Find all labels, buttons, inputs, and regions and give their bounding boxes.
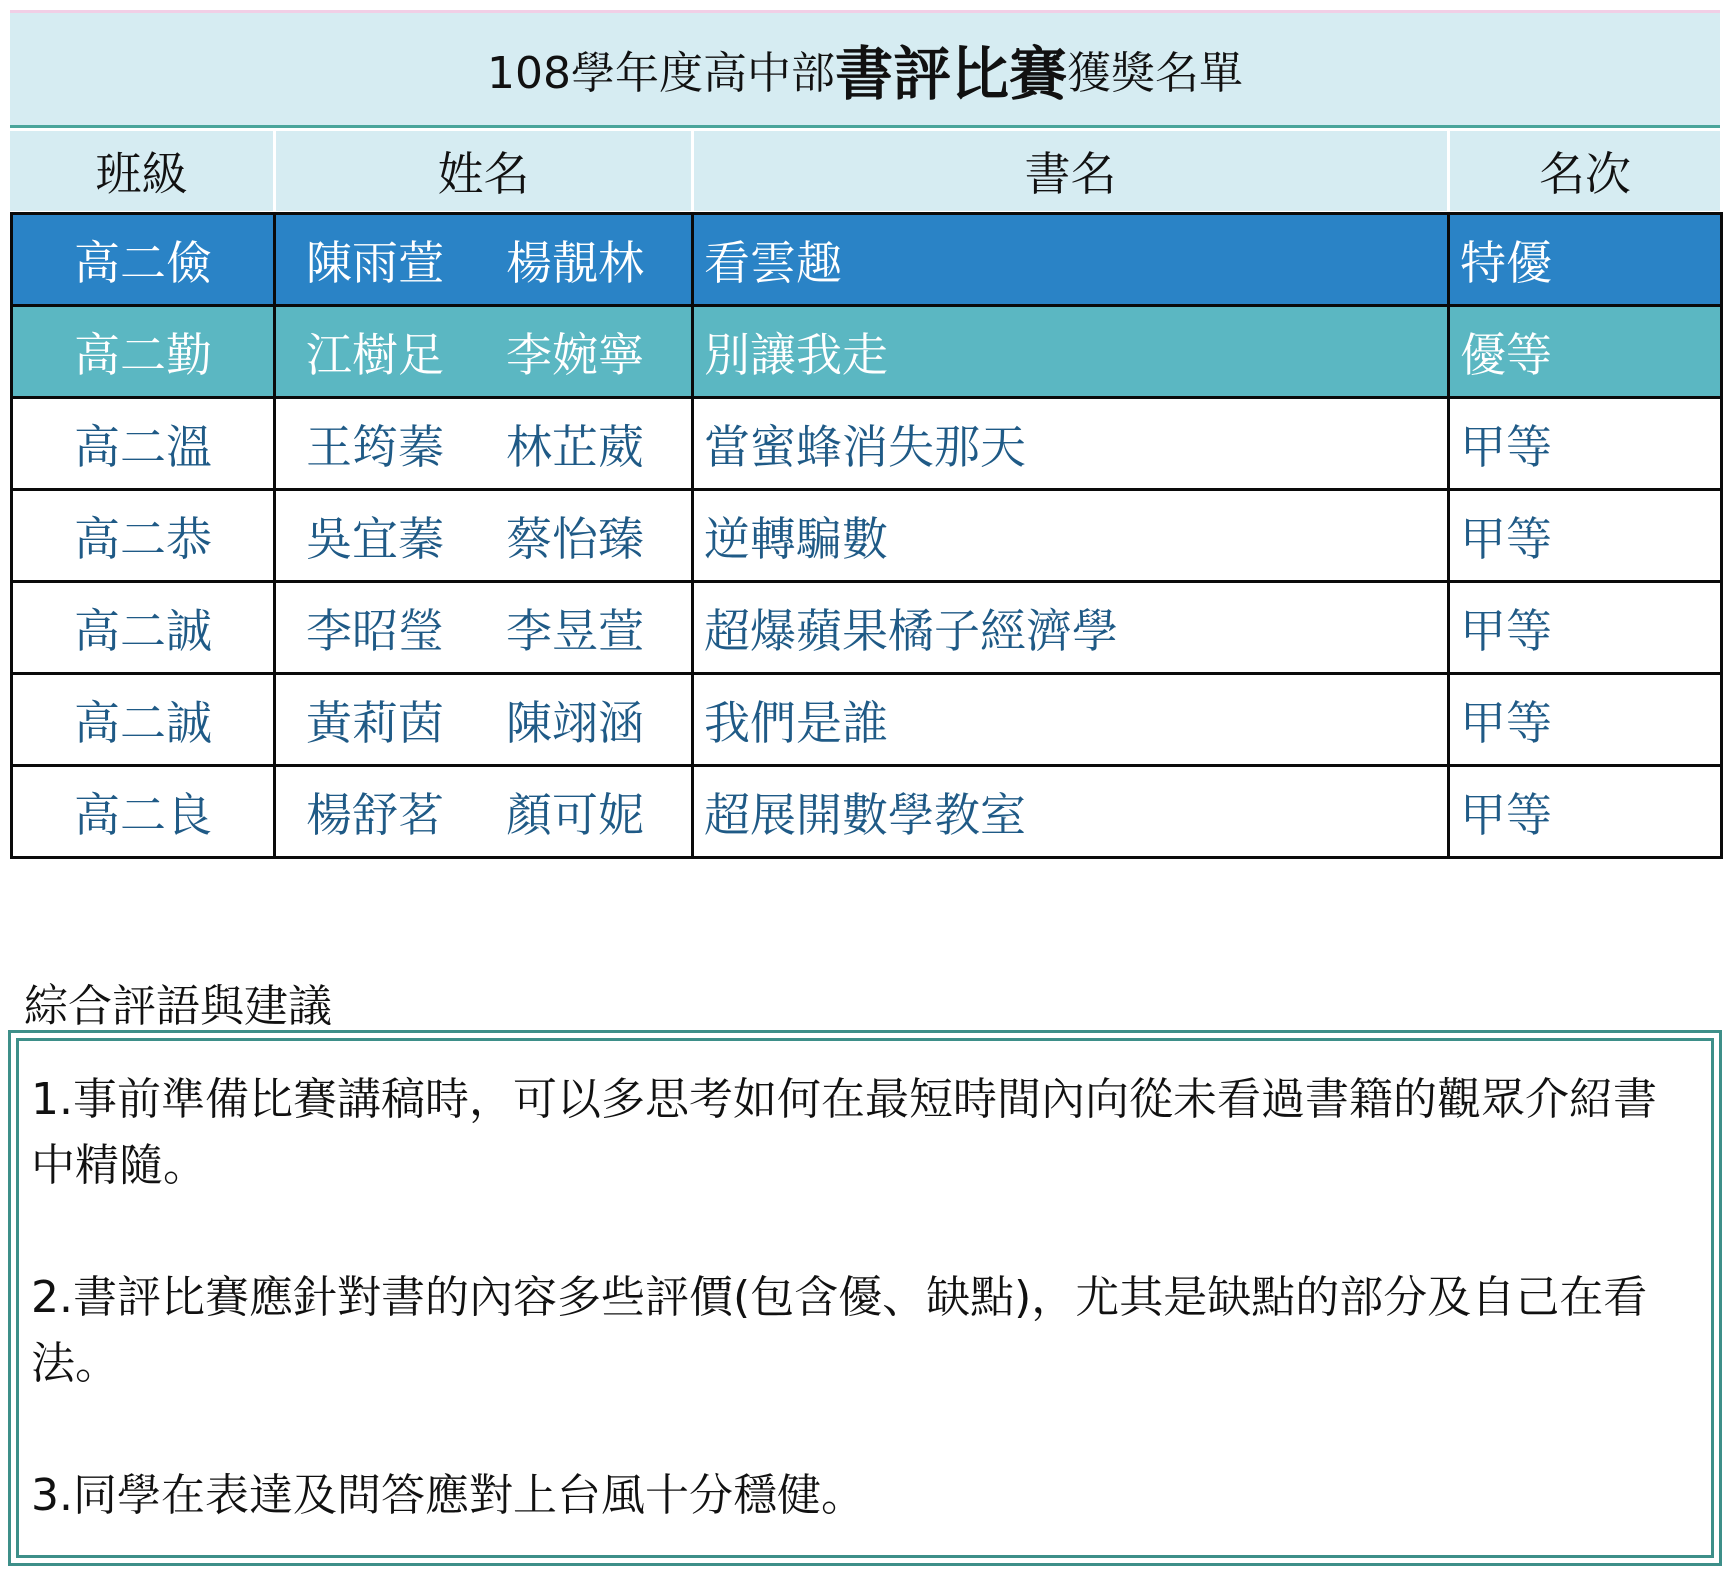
student-name: 李昭瑩 — [306, 603, 444, 658]
book-cell: 別讓我走 — [693, 306, 1449, 398]
names-cell — [275, 214, 693, 306]
rank-cell: 甲等 — [1449, 398, 1722, 490]
table-row — [12, 306, 1722, 398]
names-cell — [275, 582, 693, 674]
table-row — [12, 214, 1722, 306]
header-rank: 名次 — [1447, 131, 1720, 211]
class-cell: 高二誠 — [12, 582, 275, 674]
title-suffix: 獲獎名單 — [1067, 48, 1243, 99]
table-row — [12, 490, 1722, 582]
book-cell: 看雲趣 — [693, 214, 1449, 306]
header-name: 姓名 — [273, 131, 691, 211]
student-name: 江樹足 — [306, 327, 444, 382]
student-name: 王筠蓁 — [306, 419, 444, 474]
class-cell: 高二溫 — [12, 398, 275, 490]
table-row — [12, 582, 1722, 674]
header-class: 班級 — [95, 147, 188, 201]
table-row — [12, 398, 1722, 490]
rank-cell: 甲等 — [1449, 582, 1722, 674]
comment-item: 2.書評比賽應針對書的內容多些評價(包含優、缺點)，尤其是缺點的部分及自己在看法。 — [31, 1272, 1648, 1389]
rank-cell: 優等 — [1449, 306, 1722, 398]
table-header — [10, 131, 1720, 211]
names-cell — [275, 674, 693, 766]
names-cell — [275, 398, 693, 490]
student-name: 林芷葳 — [506, 419, 644, 474]
student-name: 黃莉茵 — [306, 695, 444, 750]
book-cell: 超展開數學教室 — [693, 766, 1449, 858]
class-cell: 高二儉 — [12, 214, 275, 306]
header-book: 書名 — [691, 131, 1447, 211]
student-name: 吳宜蓁 — [306, 511, 444, 566]
names-cell — [275, 766, 693, 858]
class-cell: 高二恭 — [12, 490, 275, 582]
title-prefix: 108學年度高中部 — [487, 48, 835, 99]
names-cell — [275, 306, 693, 398]
class-cell: 高二誠 — [12, 674, 275, 766]
class-cell: 高二勤 — [12, 306, 275, 398]
student-name: 顏可妮 — [506, 787, 644, 842]
student-name: 陳雨萱 — [306, 235, 444, 290]
comments-heading: 綜合評語與建議 — [24, 981, 332, 1032]
rank-cell: 甲等 — [1449, 766, 1722, 858]
student-name: 李婉寧 — [506, 327, 644, 382]
names-cell — [275, 490, 693, 582]
student-name: 楊靚林 — [506, 235, 644, 290]
rank-cell: 甲等 — [1449, 490, 1722, 582]
book-cell: 逆轉騙數 — [693, 490, 1449, 582]
student-name: 蔡怡臻 — [506, 511, 644, 566]
comments-box — [8, 1030, 1722, 1566]
student-name: 李昱萱 — [506, 603, 644, 658]
book-cell: 當蜜蜂消失那天 — [693, 398, 1449, 490]
class-cell: 高二良 — [12, 766, 275, 858]
table-row — [12, 766, 1722, 858]
rank-cell: 特優 — [1449, 214, 1722, 306]
book-cell: 超爆蘋果橘子經濟學 — [693, 582, 1449, 674]
award-table — [10, 212, 1723, 859]
book-cell: 我們是誰 — [693, 674, 1449, 766]
comment-item: 3.同學在表達及問答應對上台風十分穩健。 — [31, 1470, 865, 1521]
student-name: 楊舒茗 — [306, 787, 444, 842]
student-name: 陳翊涵 — [506, 695, 644, 750]
table-row — [12, 674, 1722, 766]
comments-inner-frame — [16, 1038, 1714, 1558]
rank-cell: 甲等 — [1449, 674, 1722, 766]
page-title — [10, 10, 1720, 128]
title-emphasis: 書評比賽 — [834, 40, 1067, 108]
comment-item: 1.事前準備比賽講稿時，可以多思考如何在最短時間內向從未看過書籍的觀眾介紹書中精隨。 — [31, 1074, 1657, 1191]
